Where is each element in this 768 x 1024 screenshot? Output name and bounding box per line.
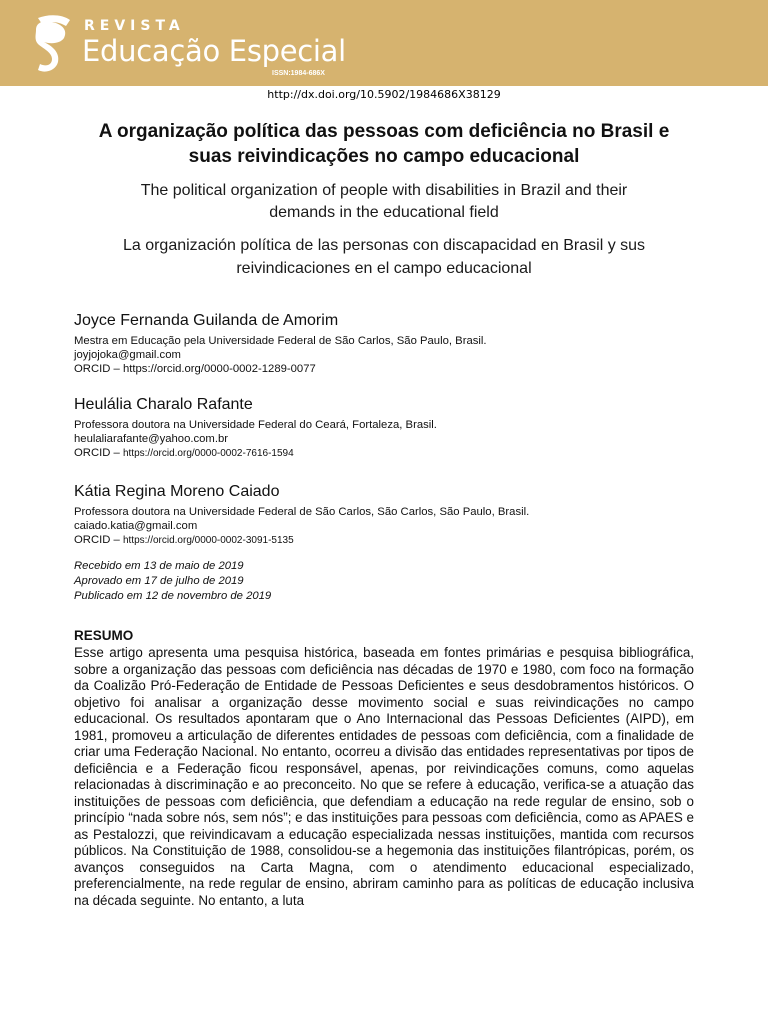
author-block (74, 311, 714, 376)
title-pt-line2: suas reivindicações no campo educacional (188, 146, 580, 167)
author-name: Kátia Regina Moreno Caiado (74, 483, 280, 500)
author-block (74, 482, 714, 548)
date-published: Publicado em 12 de novembro de 2019 (74, 590, 272, 602)
author-name: Joyce Fernanda Guilanda de Amorim (74, 312, 339, 329)
brand-title: Educação Especial (82, 34, 346, 68)
title-es-line2: reivindicaciones en el campo educacional (236, 260, 532, 277)
date-received: Recebido em 13 de maio de 2019 (74, 560, 244, 572)
journal-logo-icon (34, 12, 74, 76)
doi-link[interactable]: http://dx.doi.org/10.5902/1984686X38129 (267, 88, 501, 101)
abstract-heading: RESUMO (74, 628, 134, 643)
issn-label: ISSN:1984-686X (272, 70, 325, 77)
title-english (60, 180, 708, 224)
author-orcid (74, 446, 714, 461)
title-spanish (60, 234, 708, 280)
title-portuguese (60, 119, 708, 169)
title-pt-line1: A organização política das pessoas com deficiência no Brasil e (98, 121, 670, 142)
author-affiliation: Professora doutora na Universidade Federal do Ceará, Fortaleza, Brasil. (74, 419, 437, 431)
author-affiliation: Professora doutora na Universidade Federal de São Carlos, São Carlos, São Paulo, Brasil. (74, 506, 530, 518)
publication-dates (74, 559, 271, 604)
date-approved: Aprovado em 17 de julho de 2019 (74, 575, 244, 587)
orcid-link[interactable]: https://orcid.org/0000-0002-3091-5135 (122, 535, 294, 546)
orcid-label: ORCID – (74, 534, 120, 546)
author-affiliation: Mestra em Educação pela Universidade Federal de São Carlos, São Paulo, Brasil. (74, 335, 487, 347)
journal-banner (0, 0, 768, 86)
abstract-text: Esse artigo apresenta uma pesquisa histórica, baseada em fontes primárias e pesquisa bibliográfica, sobre a organização das pessoas com deficiência nas décadas de 1970 e 1980, com foco na formação da Coalizão Pró-Federação de Entidade de Pessoas Deficientes e seus desdobramentos históricos. O objetivo foi analisar a organização desse movimento social e suas reivindicações no campo educacional. Os resultados apontaram que o Ano Internacional das Pessoas Deficientes (AIPD), em 1981, promoveu a articulação de diferentes entidades de pessoas com deficiência, com a finalidade de criar uma Federação Nacional. No entanto, ocorreu a divisão das entidades representativas por tipos de deficiência e a Federação ficou responsável, apenas, por reivindicações comuns, como aquelas relacionadas à discriminação e ao preconceito. No que se refere à educação, verifica-se a atuação das instituições de pessoas com deficiência, que defendiam a educação na rede regular de ensino, sob o princípio “nada sobre nós, sem nós”; e das instituições para pessoas com deficiência, como as APAES e as Pestalozzi, que reivindicavam a educação especializada nessas instituições, mantida com recursos públicos. Na Constituição de 1988, consolidou-se a hegemonia das instituições filantrópicas, porém, os avanços conseguidos na Carta Magna, com o atendimento educacional especializado, preferencialmente, na rede regular de ensino, abriram caminho para as políticas de educação inclusiva na década seguinte. No entanto, a luta (74, 645, 694, 908)
title-en-line1: The political organization of people with disabilities in Brazil and their (140, 182, 628, 199)
orcid-label: ORCID – (74, 447, 120, 459)
author-orcid (74, 533, 714, 548)
author-block (74, 395, 714, 461)
author-orcid (74, 362, 714, 376)
author-email[interactable]: caiado.katia@gmail.com (74, 520, 198, 532)
author-email[interactable]: joyjojoka@gmail.com (74, 349, 181, 361)
title-es-line1: La organización política de las personas con discapacidad en Brasil y sus (122, 237, 646, 254)
brand-revista: REVISTA (84, 18, 185, 34)
orcid-label: ORCID – (74, 363, 120, 375)
author-name: Heulália Charalo Rafante (74, 396, 253, 413)
orcid-link[interactable]: https://orcid.org/0000-0002-7616-1594 (122, 448, 294, 459)
title-en-line2: demands in the educational field (269, 204, 499, 221)
orcid-link[interactable]: https://orcid.org/0000-0002-1289-0077 (122, 363, 316, 375)
author-email[interactable]: heulaliarafante@yahoo.com.br (74, 433, 229, 445)
